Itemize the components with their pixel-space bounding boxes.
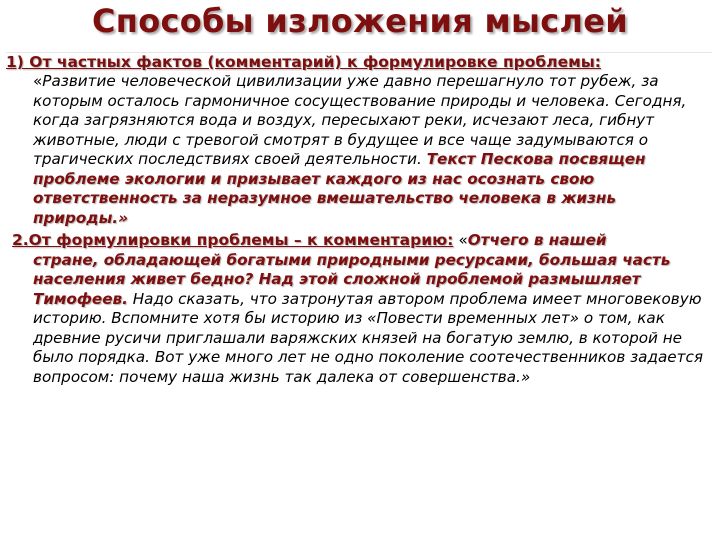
section2-first-line [6, 230, 712, 251]
section1-highlight-text: Текст Пескова посвящен проблеме экологии и призывает каждого из нас осознать свою ответственность за неразумное вмешательство человека в жизнь природы.» [33, 150, 646, 227]
section2-paragraph [6, 251, 712, 388]
section2-quote-open: « [458, 231, 468, 249]
section1-paragraph [6, 72, 712, 228]
section2-highlight-first: Отчего в нашей [467, 231, 607, 249]
section1-quote-open: « [33, 72, 43, 90]
slide-title: Способы изложения мыслей [92, 2, 628, 40]
section2 [6, 230, 712, 387]
section1-plain-text: Развитие человеческой цивилизации уже давно перешагнуло тот рубеж, за которым осталось гармоничное сосуществование природы и человека. Сегодня, когда загрязняются вода и воздух, пересыхают реки, исчезают леса, гибнут животные, люди с тревогой смотрят в будущее и все чаще задумываются о трагических последствиях своей деятельности. [33, 72, 687, 168]
section2-plain-text: Надо сказать, что затронутая автором проблема имеет многовековую историю. Вспомните хотя бы историю из «Повести временных лет» о том, как древние русичи приглашали варяжских князей на богатую землю, в которой не было порядка. Вот уже много лет не одно поколение соотечественников задается вопросом: почему наша жизнь так далека от совершенства.» [33, 289, 703, 386]
section2-highlight-rest: стране, обладающей богатыми природными ресурсами, большая часть населения живет бедно? Над этой сложной проблемой размышляет Тимофеев. [33, 250, 671, 308]
section1-heading: 1) От частных фактов (комментарий) к формулировке проблемы: [6, 53, 601, 71]
section2-heading: 2.От формулировки проблемы – к комментарию: [12, 231, 454, 249]
slide-body [6, 52, 712, 387]
